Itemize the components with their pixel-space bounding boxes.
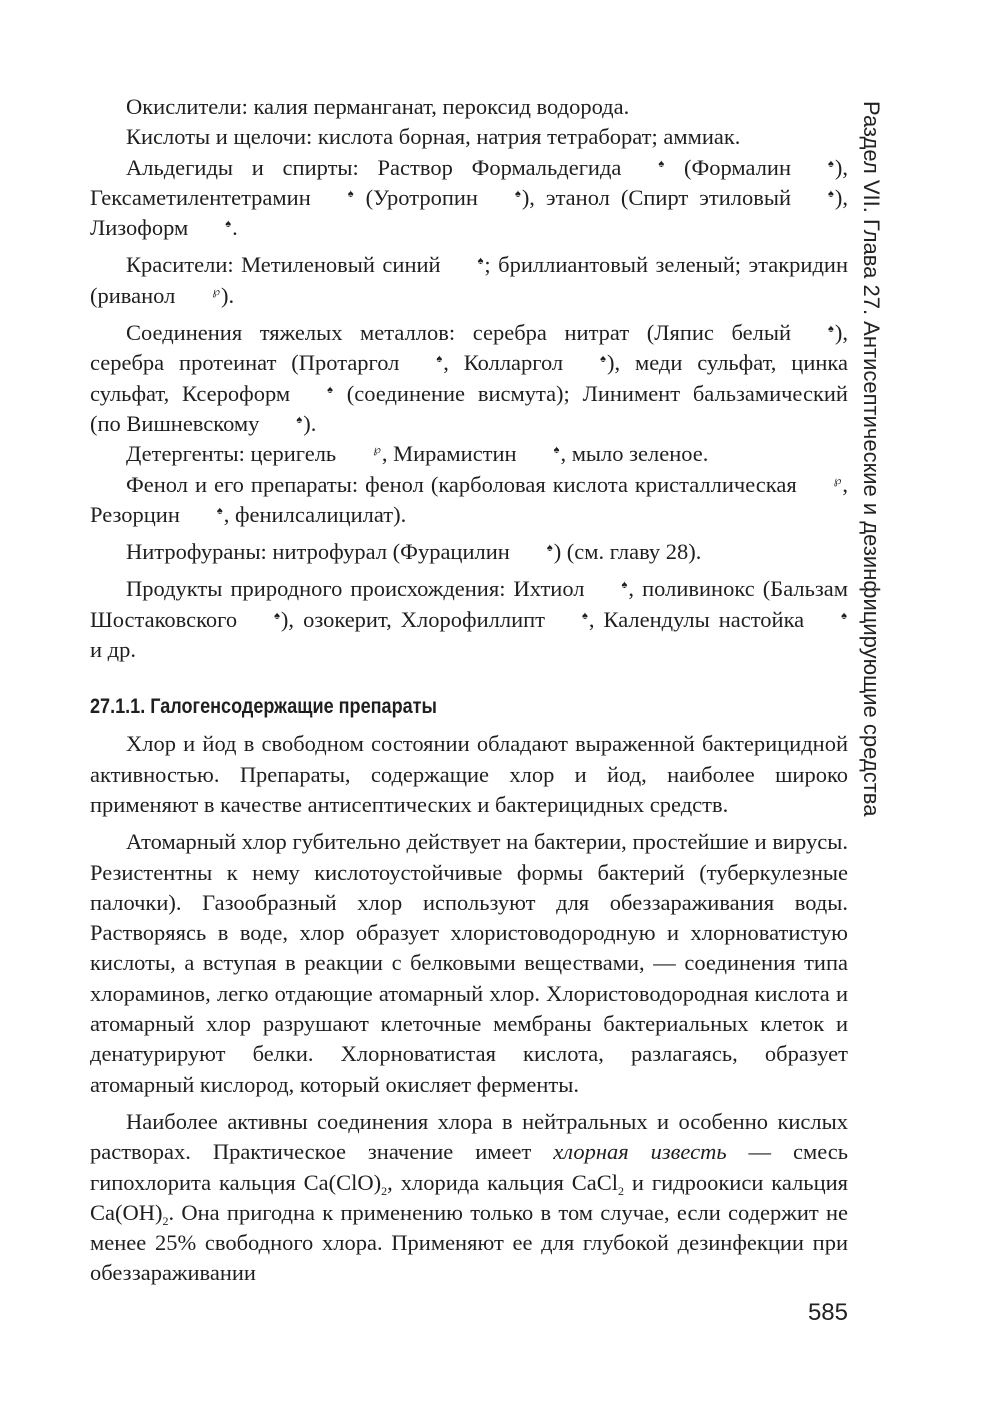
paragraph-atomic-chlorine: Атомарный хлор губительно действует на бактерии, простейшие и вирусы. Резистентны к нему кислотоустойчивые формы бактерий (туберкулезные палочки). Газообразный хлор используют для обеззараживания воды. Растворяясь в воде, хлор образует хлористоводородную и хлорноватистую кислоты, а вступая в реакции с белковыми веществами, — соединения типа хлораминов, легко отдающие атомарный хлор. Хлористоводородная кислота и атомарный хлор разрушают клеточные мембраны бактериальных клеток и денатурируют белки. Хлорноватистая кислота, разлагаясь, образует атомарный кислород, который окисляет ферменты. bbox=[90, 829, 848, 1097]
paragraph-detergents: Детергенты: церигель ℘, Мирамистин ♠, мыло зеленое. bbox=[126, 441, 709, 467]
paragraph-dyes: Красители: Метиленовый синий ♠; бриллиантовый зеленый; этакридин (риванол ℘). bbox=[90, 252, 848, 308]
paragraph-acids-alkalis: Кислоты и щелочи: кислота борная, натрия тетраборат; аммиак. bbox=[126, 124, 741, 150]
paragraph-aldehydes-alcohols: Альдегиды и спирты: Раствор Формальдегида ♠ (Формалин ♠), Гексаметилентетрамин ♠ (Уротропин ♠), этанол (Спирт этиловый ♠), Лизоформ ♠. bbox=[90, 154, 848, 241]
paragraph-nitrofurans: Нитрофураны: нитрофурал (Фурацилин ♠) (см. главу 28). bbox=[126, 539, 702, 565]
paragraph-halogen-intro: Хлор и йод в свободном состоянии обладают выраженной бактерицидной активностью. Препараты, содержащие хлор и йод, наиболее широко применяют в качестве антисептических и бактерицидных средств. bbox=[90, 731, 848, 817]
section-heading: 27.1.1. Галогенсодержащие препараты bbox=[90, 695, 437, 719]
paragraph-natural-products: Продукты природного происхождения: Ихтиол ♠, поливинокс (Бальзам Шостаковского ♠), озокерит, Хлорофиллипт ♠, Календулы настойка ♠ и др. bbox=[90, 576, 848, 663]
page-body bbox=[90, 92, 848, 1289]
paragraph-heavy-metals: Соединения тяжелых металлов: серебра нитрат (Ляпис белый ♠), серебра протеинат (Протаргол ♠, Колларгол ♠), меди сульфат, цинка сульфат, Ксероформ ♠ (соединение висмута); Линимент бальзамический (по Вишневскому ♠). bbox=[90, 320, 848, 436]
running-header: Раздел VII. Глава 27. Антисептические и дезинфицирующие средства bbox=[859, 101, 884, 817]
term-chlorinated-lime: хлорная известь bbox=[553, 1139, 727, 1165]
paragraph-phenol: Фенол и его препараты: фенол (карболовая кислота кристаллическая ℘, Резорцин ♠, фенилсалицилат). bbox=[90, 471, 848, 527]
paragraph-oxidizers: Окислители: калия перманганат, пероксид водорода. bbox=[126, 94, 630, 119]
page-number: 585 bbox=[807, 1299, 848, 1326]
paragraph-chlorine-compounds: Наиболее активны соединения хлора в нейтральных и особенно кислых растворах. Практическое значение имеет хлорная известь — смесь гипохлорита кальция $Ca(ClO)_2$, хлорида кальция CaCl$_2$ и гидроокиси кальция $Ca(OH)_2$. Она пригодна к применению только в том случае, если содержит не менее 25% свободного хлора. Применяют ее для глубокой дезинфекции при обеззараживании bbox=[90, 1108, 848, 1286]
